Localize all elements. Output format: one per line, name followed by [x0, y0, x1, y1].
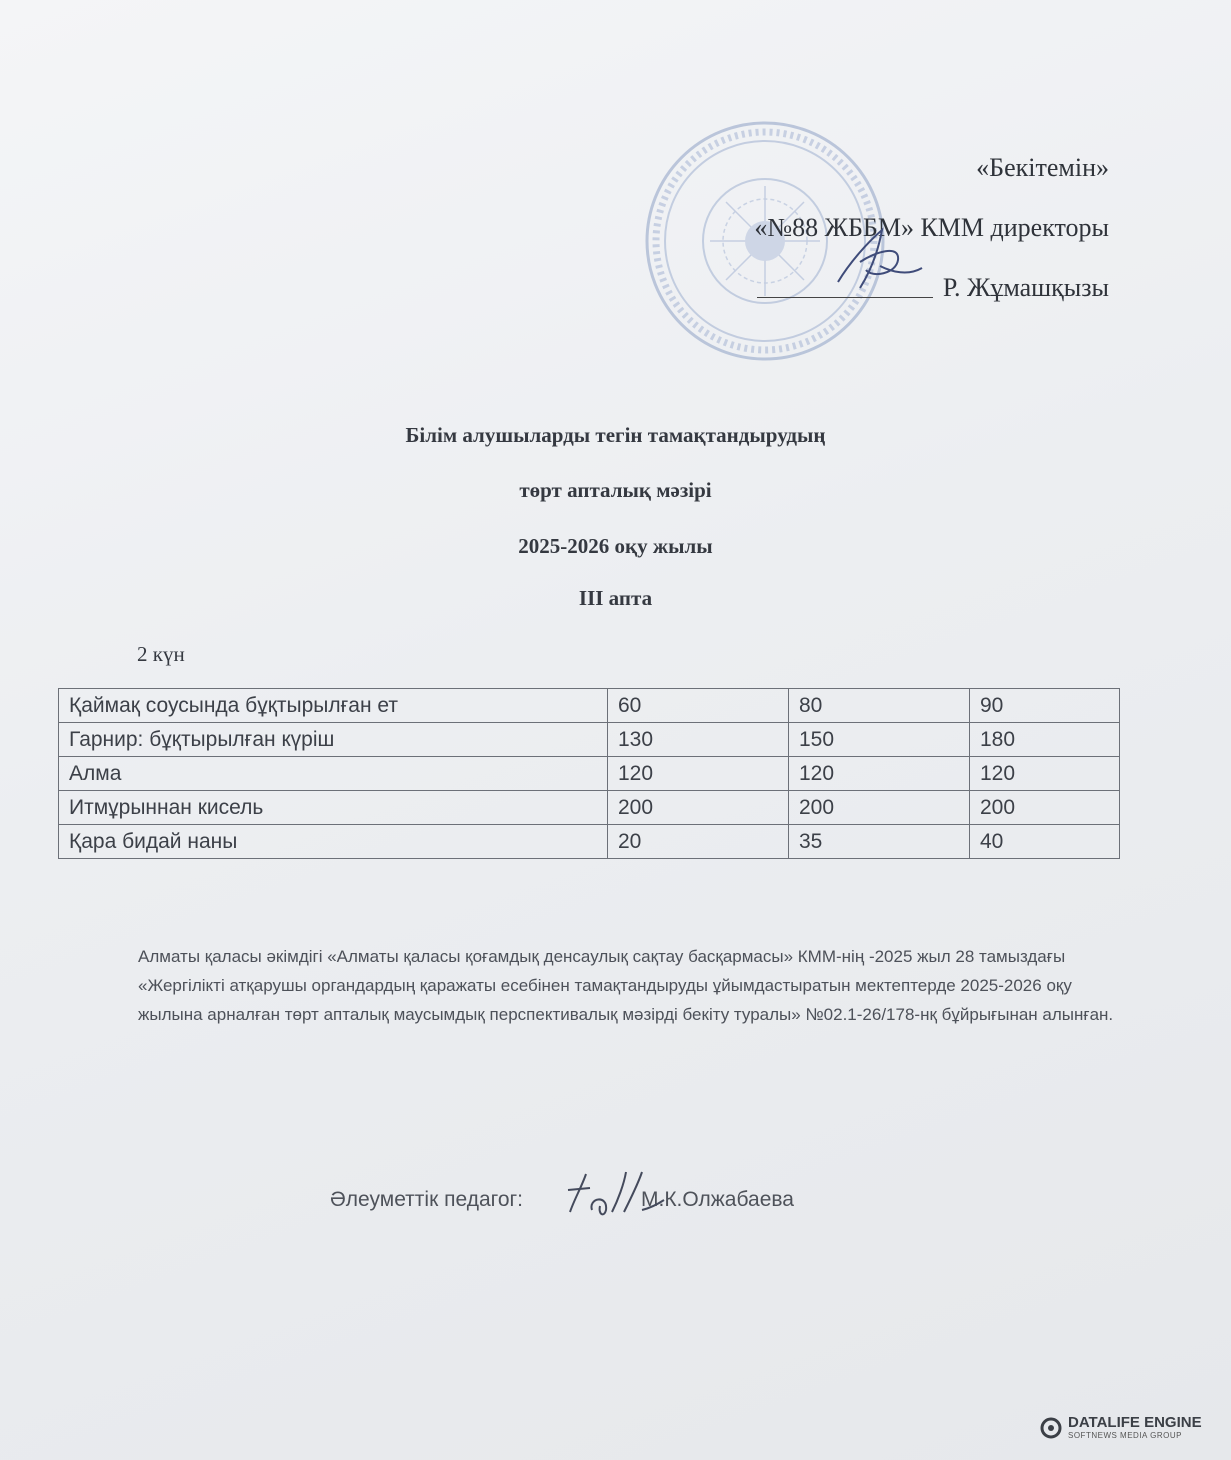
table-row [59, 689, 1120, 723]
title-line-4: ІІІ апта [578, 586, 653, 610]
dish-name: Қара бидай наны [59, 825, 608, 859]
title-line-1: Білім алушыларды тегін тамақтандырудың [405, 423, 826, 447]
table-row [59, 825, 1120, 859]
dish-name: Алма [59, 757, 608, 791]
title-line-2: төрт апталық мәзірі [519, 478, 712, 502]
pedagogue-signature [560, 1160, 670, 1230]
dish-name: Қаймақ соусында бұқтырылған ет [59, 689, 608, 723]
watermark-sub: SOFTNEWS MEDIA GROUP [1068, 1431, 1183, 1440]
signatory-role: Әлеуметтік педагог: [330, 1188, 523, 1211]
signatory-name: М.К.Олжабаева [641, 1188, 794, 1211]
portion-value: 130 [608, 723, 789, 757]
table-row [59, 757, 1120, 791]
approval-heading: «Бекітемін» [976, 153, 1109, 182]
table-row [59, 791, 1120, 825]
portion-value: 180 [970, 723, 1120, 757]
title-line-3: 2025-2026 оқу жылы [518, 534, 713, 558]
portion-value: 120 [608, 757, 789, 791]
portion-value: 120 [970, 757, 1120, 791]
portion-value: 60 [608, 689, 789, 723]
approval-position: «№88 ЖББМ» КММ директоры [754, 213, 1109, 242]
director-name: Р. Жұмашқызы [942, 273, 1109, 302]
watermark-logo-icon [1040, 1417, 1062, 1439]
menu-table [58, 688, 1120, 859]
portion-value: 35 [789, 825, 970, 859]
approval-block [754, 138, 1109, 318]
portion-value: 200 [789, 791, 970, 825]
director-signature [830, 222, 930, 294]
dish-name: Итмұрыннан кисель [59, 791, 608, 825]
portion-value: 200 [970, 791, 1120, 825]
portion-value: 200 [608, 791, 789, 825]
portion-value: 80 [789, 689, 970, 723]
portion-value: 20 [608, 825, 789, 859]
watermark [1040, 1415, 1202, 1440]
portion-value: 120 [789, 757, 970, 791]
day-label: 2 күн [137, 642, 185, 666]
portion-value: 150 [789, 723, 970, 757]
portion-value: 40 [970, 825, 1120, 859]
dish-name: Гарнир: бұқтырылған күріш [59, 723, 608, 757]
source-note: Алматы қаласы әкімдігі «Алматы қаласы қоғамдық денсаулық сақтау басқармасы» КММ-нің -2025 жыл 28 тамыздағы «Жергілікті атқарушы органдардың қаражаты есебінен тамақтандыруды ұйымдастыратын мектептерде 2025-2026 оқу жылына арналған төрт апталық маусымдық перспективалық мәзірді бекіту туралы» №02.1-26/178-нқ бұйрығынан алынған. [138, 947, 1114, 1024]
approval-signatory [754, 258, 1109, 318]
table-row [59, 723, 1120, 757]
watermark-brand: DATALIFE ENGINE [1068, 1414, 1202, 1431]
portion-value: 90 [970, 689, 1120, 723]
